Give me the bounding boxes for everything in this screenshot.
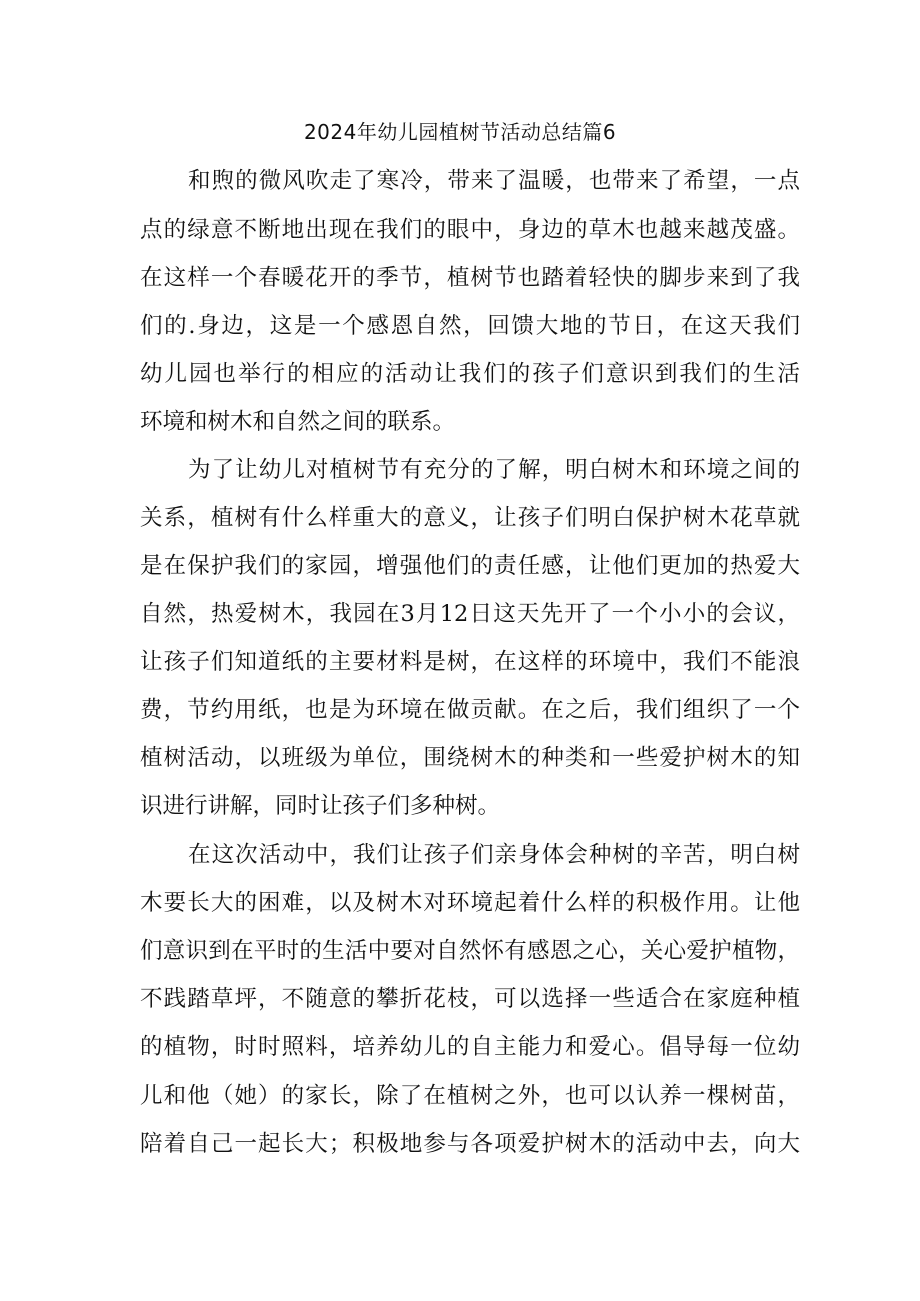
paragraph-1-line-5: 幼儿园也举行的相应的活动让我们的孩子们意识到我们的生活: [140, 361, 800, 387]
paragraph-3-line-2: 木要长大的困难，以及树木对环境起着什么样的积极作用。让他: [140, 890, 800, 916]
paragraph-2-line-6: 费，节约用纸，也是为环境在做贡献。在之后，我们组织了一个: [140, 697, 800, 723]
paragraph-2-line-8: 识进行讲解，同时让孩子们多种树。: [140, 793, 501, 819]
paragraph-2-line-7: 植树活动，以班级为单位，围绕树木的种类和一些爱护树木的知: [140, 745, 800, 771]
paragraph-2-line-5: 让孩子们知道纸的主要材料是树，在这样的环境中，我们不能浪: [140, 649, 800, 675]
paragraph-3-line-5: 的植物，时时照料，培养幼儿的自主能力和爱心。倡导每一位幼: [140, 1034, 800, 1060]
paragraph-1-line-6: 环境和树木和自然之间的联系。: [140, 409, 456, 435]
paragraph-1-line-2: 点的绿意不断地出现在我们的眼中，身边的草木也越来越茂盛。: [140, 217, 800, 243]
document-title: 2024年幼儿园植树节活动总结篇6: [303, 120, 617, 144]
paragraph-2-line-2: 关系，植树有什么样重大的意义，让孩子们明白保护树木花草就: [140, 505, 800, 531]
paragraph-2-line-3: 是在保护我们的家园，增强他们的责任感，让他们更加的热爱大: [140, 553, 800, 579]
paragraph-1-line-4: 们的.身边，这是一个感恩自然，回馈大地的节日，在这天我们: [140, 313, 800, 339]
paragraph-1-line-3: 在这样一个春暖花开的季节，植树节也踏着轻快的脚步来到了我: [140, 265, 800, 291]
paragraph-3-line-7: 陪着自己一起长大；积极地参与各项爱护树木的活动中去，向大: [140, 1131, 800, 1157]
paragraph-3-line-3: 们意识到在平时的生活中要对自然怀有感恩之心，关心爱护植物，: [140, 938, 800, 964]
paragraph-2-line-1: 为了让幼儿对植树节有充分的了解，明白树木和环境之间的: [188, 457, 800, 483]
paragraph-3-line-1: 在这次活动中，我们让孩子们亲身体会种树的辛苦，明白树: [188, 842, 800, 868]
paragraph-3-line-4: 不践踏草坪，不随意的攀折花枝，可以选择一些适合在家庭种植: [140, 986, 800, 1012]
paragraph-2-line-4: 自然，热爱树木，我园在3月12日这天先开了一个小小的会议，: [140, 601, 800, 627]
paragraph-1-line-1: 和煦的微风吹走了寒冷，带来了温暖，也带来了希望，一点: [188, 168, 800, 194]
paragraph-3-line-6: 儿和他（她）的家长，除了在植树之外，也可以认养一棵树苗，: [140, 1083, 800, 1109]
